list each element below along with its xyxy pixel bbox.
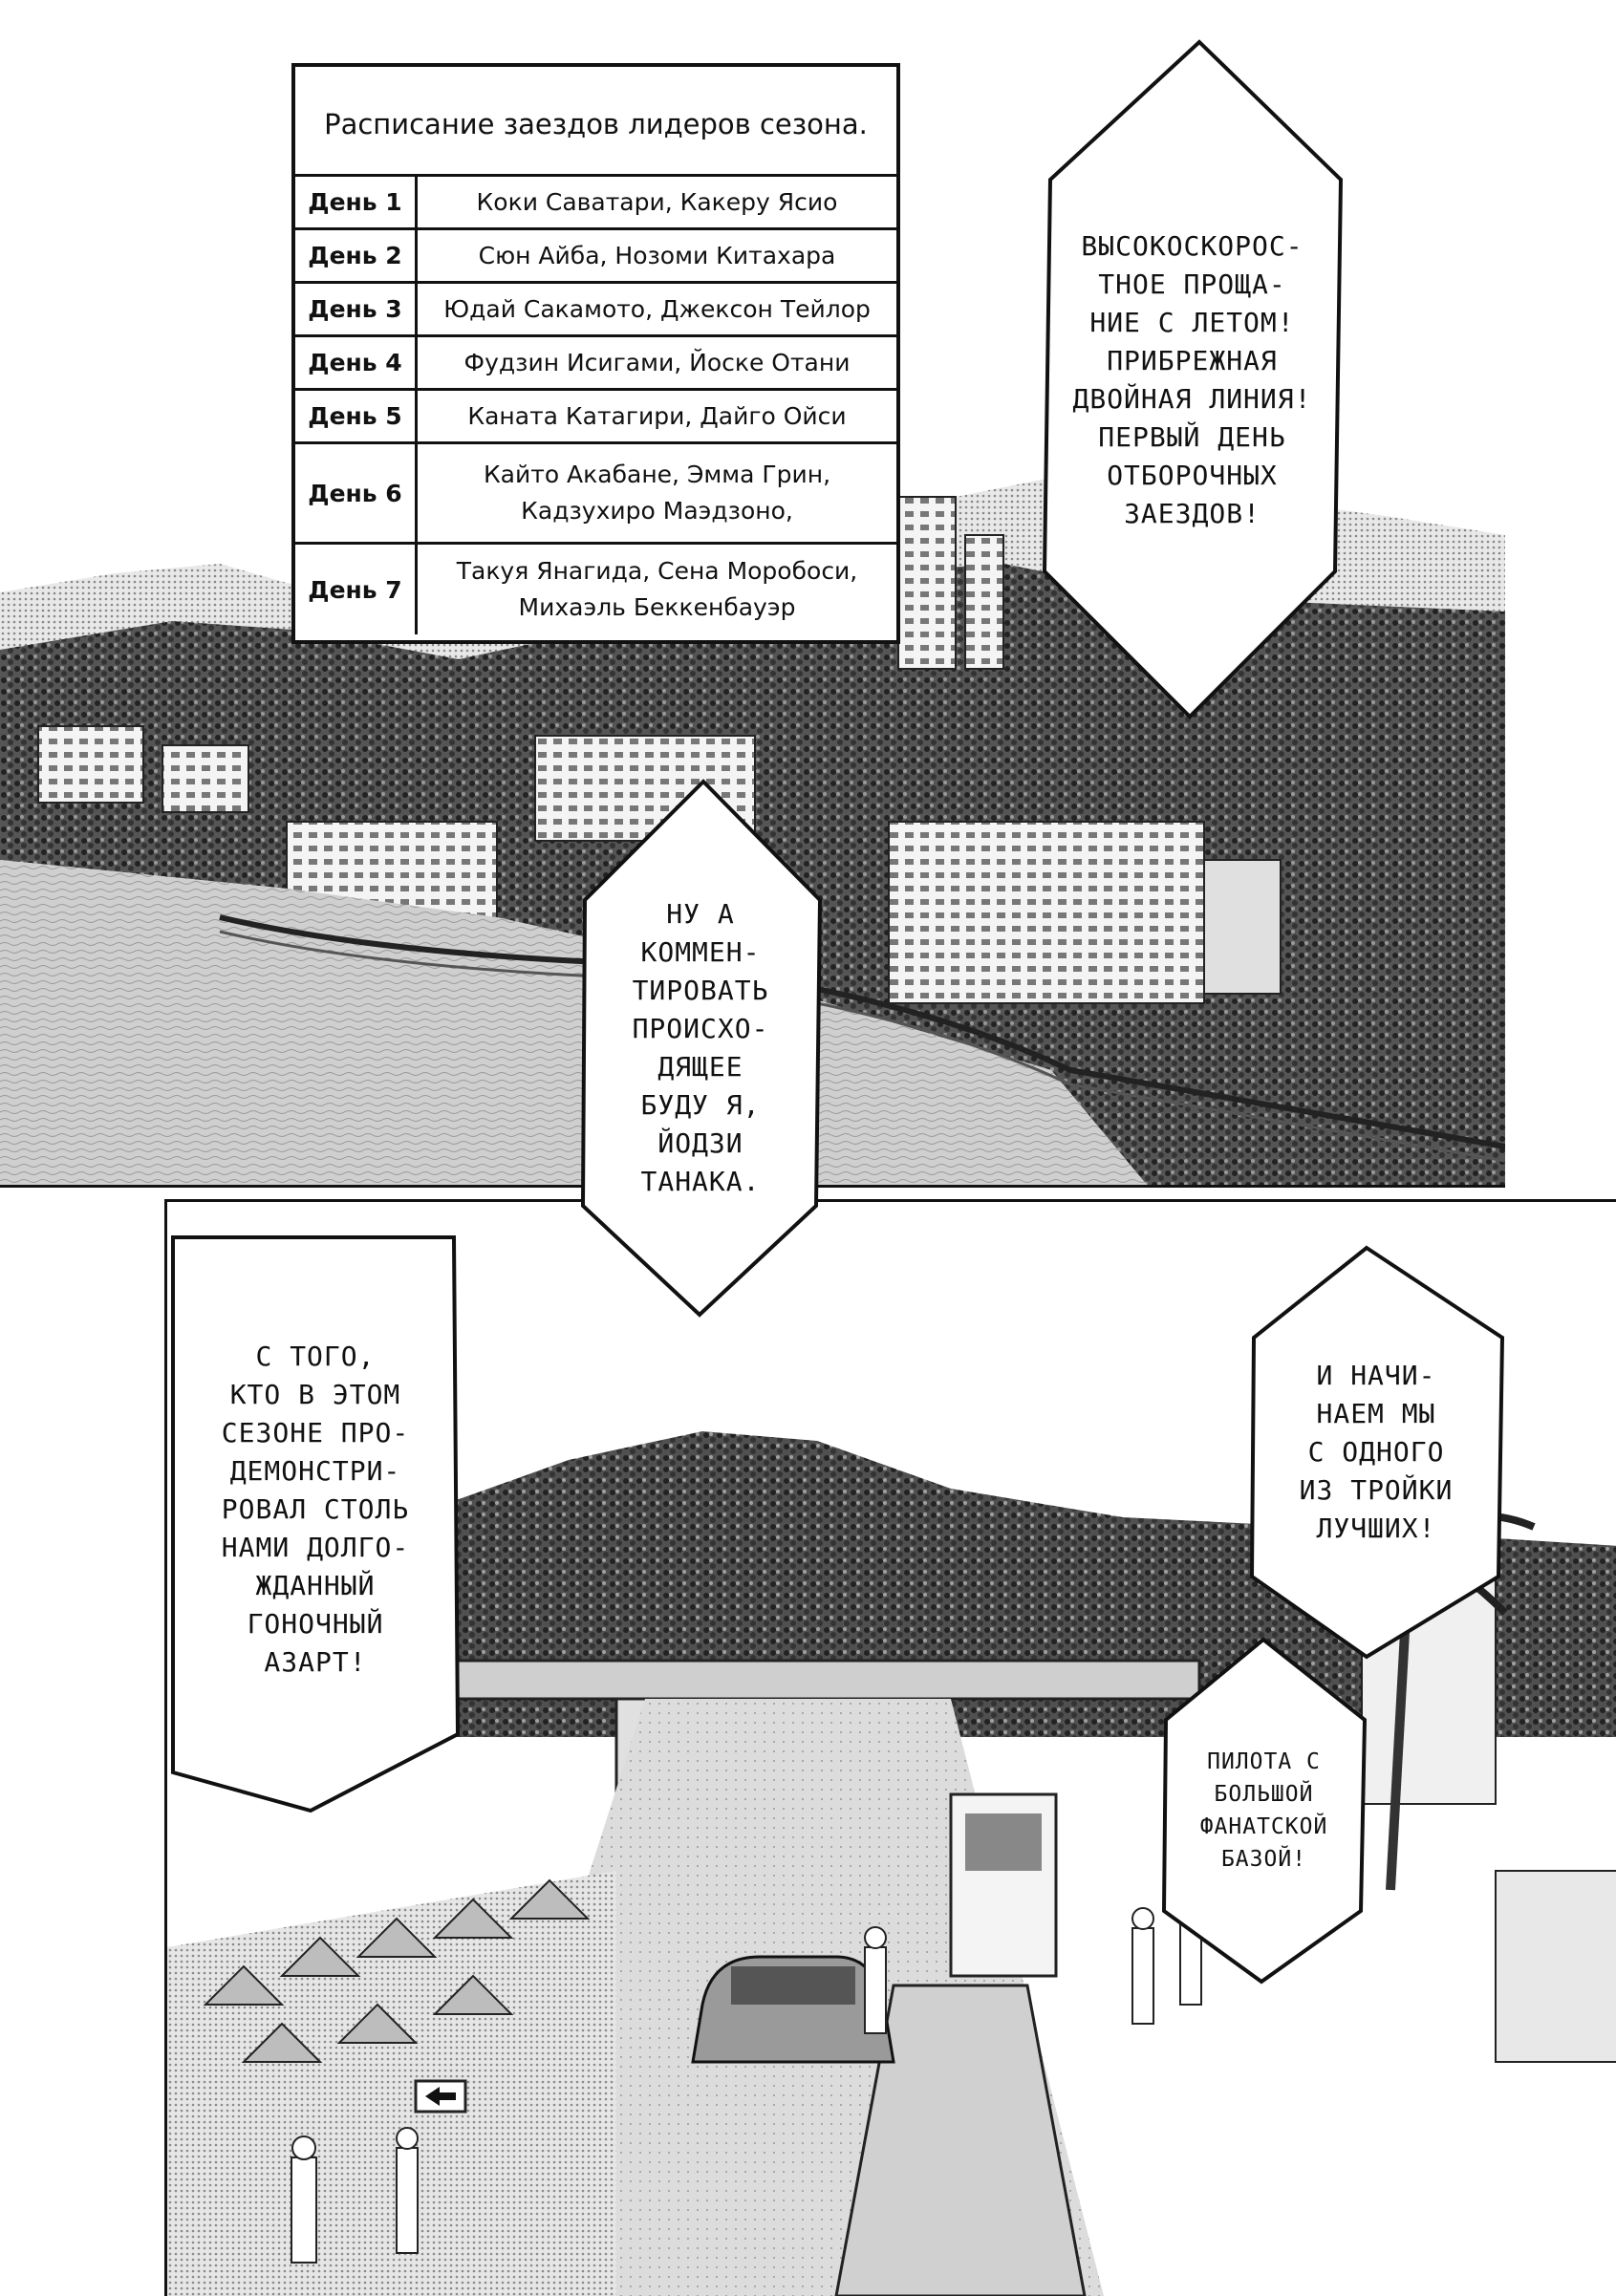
bubble-text: С ТОГО, КТО В ЭТОМ СЕЗОНЕ ПРО- ДЕМОНСТРИ- РОВАЛ СТОЛЬ НАМИ ДОЛГО- ЖДАННЫЙ ГОНОЧНЫЙ АЗАРТ! bbox=[221, 1341, 410, 1678]
schedule-row bbox=[295, 229, 896, 283]
schedule-row bbox=[295, 544, 896, 635]
schedule-row bbox=[295, 283, 896, 336]
speech-bubble-bottom-right bbox=[1242, 1242, 1510, 1663]
schedule-title: Расписание заездов лидеров сезона. bbox=[324, 108, 868, 140]
schedule-racers bbox=[417, 544, 897, 635]
schedule-racers bbox=[417, 283, 897, 336]
schedule-row bbox=[295, 336, 896, 390]
racer-names: Фудзин Исигами, Йоске Отани bbox=[463, 348, 851, 376]
schedule-day: День 1 bbox=[295, 176, 417, 229]
schedule-racers bbox=[417, 443, 897, 544]
schedule-grid bbox=[295, 174, 896, 634]
bubble-text: ПИЛОТА С БОЛЬШОЙ ФАНАТСКОЙ БАЗОЙ! bbox=[1199, 1749, 1328, 1872]
racer-names: Юдай Сакамото, Джексон Тейлор bbox=[443, 294, 871, 323]
racer-names: Такуя Янагида, Сена Моробоси, bbox=[456, 557, 858, 585]
schedule-racers bbox=[417, 229, 897, 283]
racer-names: Кайто Акабане, Эмма Грин, bbox=[483, 461, 831, 488]
schedule-row bbox=[295, 176, 896, 229]
race-schedule-table bbox=[291, 63, 900, 644]
racer-names: Михаэль Беккенбауэр bbox=[518, 593, 796, 621]
schedule-row bbox=[295, 390, 896, 443]
speech-bubble-fan-base bbox=[1156, 1634, 1371, 1987]
bubble-text: И НАЧИ- НАЕМ МЫ С ОДНОГО ИЗ ТРОЙКИ ЛУЧШИХ! bbox=[1299, 1360, 1454, 1544]
bubble-text: ВЫСОКОСКОРОС- ТНОЕ ПРОЩА- НИЕ С ЛЕТОМ! ПРИБРЕЖНАЯ ДВОЙНАЯ ЛИНИЯ! ПЕРВЫЙ ДЕНЬ ОТБОРОЧНЫХ ЗАЕЗДОВ! bbox=[1072, 230, 1312, 529]
schedule-day: День 4 bbox=[295, 336, 417, 390]
schedule-racers bbox=[417, 176, 897, 229]
racer-names: Кадзухиро Маэдзоно, bbox=[521, 497, 793, 525]
racer-names: Сюн Айба, Нозоми Китахара bbox=[478, 241, 836, 269]
racer-names: Каната Катагири, Дайго Ойси bbox=[467, 401, 847, 430]
schedule-day: День 3 bbox=[295, 283, 417, 336]
schedule-racers bbox=[417, 336, 897, 390]
schedule-day: День 2 bbox=[295, 229, 417, 283]
schedule-row bbox=[295, 443, 896, 544]
bubble-text: НУ А КОММЕН- ТИРОВАТЬ ПРОИСХО- ДЯЩЕЕ БУДУ Я, ЙОДЗИ ТАНАКА. bbox=[632, 898, 769, 1197]
racer-names: Коки Саватари, Какеру Ясио bbox=[476, 187, 838, 216]
schedule-day: День 6 bbox=[295, 443, 417, 544]
schedule-racers bbox=[417, 390, 897, 443]
schedule-day: День 7 bbox=[295, 544, 417, 635]
speech-bubble-middle bbox=[573, 776, 828, 1320]
speech-bubble-bottom-left bbox=[167, 1199, 463, 1820]
schedule-day: День 5 bbox=[295, 390, 417, 443]
speech-bubble-top-right bbox=[1037, 36, 1347, 724]
